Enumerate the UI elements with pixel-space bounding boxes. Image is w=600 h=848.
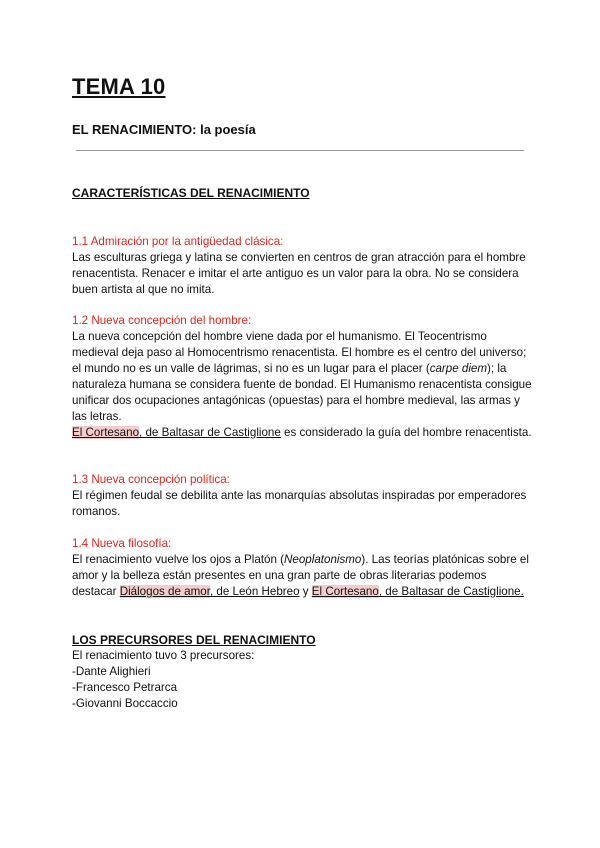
list-item: -Giovanni Boccaccio <box>72 697 178 710</box>
section-1-3-label: 1.3 Nueva concepción política: <box>72 473 230 486</box>
section-1-2 <box>72 313 532 441</box>
book-link-dialogos-de-amor[interactable]: Diálogos de amor <box>119 585 210 598</box>
section-1-3 <box>72 472 532 520</box>
section-1-2-text-c: es considerado la guía del hombre renacentista. <box>280 426 532 439</box>
book-link-el-cortesano-2[interactable]: El Cortesano <box>311 585 379 598</box>
author-castiglione: , de Baltasar de Castiglione <box>139 426 281 439</box>
section-1-1-text: Las esculturas griega y latina se convierten en centros de gran atracción para el hombre renacentista. Renacer e imitar el arte antiguo es un valor para la obra. No se considera buen artista al que no imita. <box>72 251 526 296</box>
section-1-1-label: 1.1 Admiración por la antigüedad clásica: <box>72 235 284 248</box>
section-heading-precursores: LOS PRECURSORES DEL RENACIMIENTO <box>72 633 316 647</box>
section-1-4-text-b: ). Las teorías platónicas sobre el amor y la belleza están presentes en una gran parte de obras literarias podemos destacar <box>72 553 529 598</box>
section-1-4-text-a: El renacimiento vuelve los ojos a Platón ( <box>72 553 285 566</box>
section-heading-caracteristicas: CARACTERÍSTICAS DEL RENACIMIENTO <box>72 186 310 200</box>
section-1-4-text <box>72 552 532 600</box>
section-1-4 <box>72 536 532 600</box>
carpe-diem-text: carpe diem <box>429 362 488 375</box>
section-1-2-text-b: ); la naturaleza humana se considera fuente de bondad. El Humanismo renacentista consigue unificar dos ocupaciones antagónicas (opuestas) para el hombre medieval, las armas y las letras. <box>72 362 532 423</box>
horizontal-rule <box>76 150 524 151</box>
precursors-intro: El renacimiento tuvo 3 precursores: <box>72 649 255 662</box>
section-1-3-text: El régimen feudal se debilita ante las monarquías absolutas inspiradas por emperadores romanos. <box>72 489 527 518</box>
neoplatonismo-text: Neoplatonismo <box>284 553 362 566</box>
section-1-2-text-a: La nueva concepción del hombre viene dada por el humanismo. El Teocentrismo medieval deja paso al Homocentrismo renacentista. El hombre es el centro del universo; el mundo no es un valle de lágrimas, si no es un lugar para el placer ( <box>72 330 527 375</box>
document-subtitle: EL RENACIMIENTO: la poesía <box>72 122 256 137</box>
section-1-2-label: 1.2 Nueva concepción del hombre: <box>72 314 252 327</box>
section-1-2-text <box>72 329 532 441</box>
author-castiglione-2: , de Baltasar de Castiglione. <box>378 585 524 598</box>
document-title: TEMA 10 <box>72 74 166 99</box>
section-1-1 <box>72 234 532 298</box>
precursors-list <box>72 648 532 712</box>
list-item: -Dante Alighieri <box>72 665 151 678</box>
section-1-4-label: 1.4 Nueva filosofía: <box>72 537 172 550</box>
list-item: -Francesco Petrarca <box>72 681 178 694</box>
book-link-el-cortesano[interactable]: El Cortesano <box>72 426 140 439</box>
author-leon-hebreo: , de León Hebreo <box>209 585 300 598</box>
section-1-4-mid: y <box>299 585 312 598</box>
